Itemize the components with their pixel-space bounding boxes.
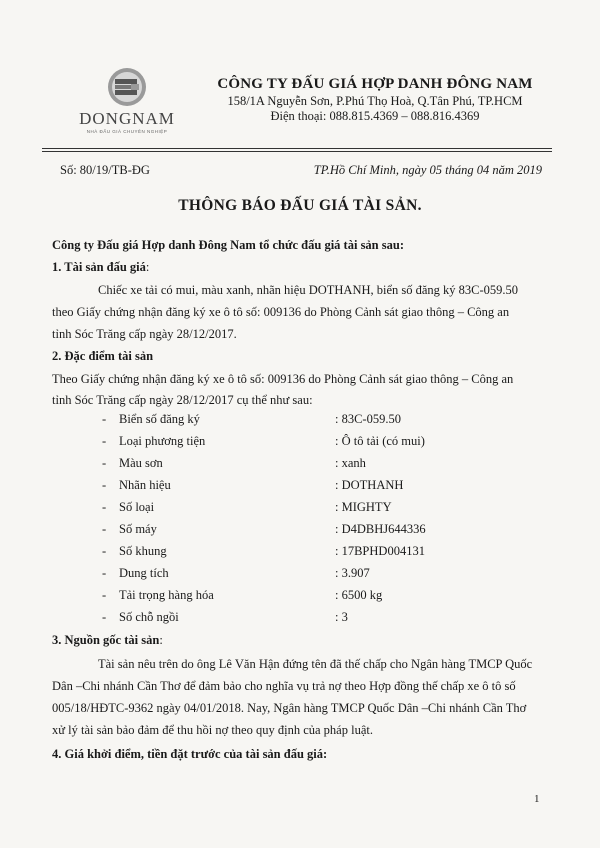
section4-heading: 4. Giá khởi điểm, tiền đặt trước của tài sản đấu giá: bbox=[52, 747, 328, 761]
spec-value: : DOTHANH bbox=[335, 478, 404, 492]
spec-value: : 3.907 bbox=[335, 566, 370, 580]
section2-line-2: tỉnh Sóc Trăng cấp ngày 28/12/2017 cụ thể như sau: bbox=[52, 393, 313, 407]
spec-dash: - bbox=[102, 544, 107, 558]
section1-line-2: theo Giấy chứng nhận đăng ký xe ô tô số: 009136 do Phòng Cảnh sát giao thông – Công an bbox=[52, 305, 510, 319]
section2-line-1: Theo Giấy chứng nhận đăng ký xe ô tô số: 009136 do Phòng Cảnh sát giao thông – Công an bbox=[52, 372, 514, 386]
spec-dash: - bbox=[102, 522, 107, 536]
document-number: Số: 80/19/TB-ĐG bbox=[60, 163, 150, 177]
spec-value: : 6500 kg bbox=[335, 588, 383, 602]
section1-line-3: tỉnh Sóc Trăng cấp ngày 28/12/2017. bbox=[52, 327, 237, 341]
section3-line-1: Tài sản nêu trên do ông Lê Văn Hận đứng tên đã thế chấp cho Ngân hàng TMCP Quốc bbox=[98, 657, 533, 671]
company-header bbox=[210, 76, 540, 124]
spec-label: Số loại bbox=[119, 500, 155, 514]
header-divider bbox=[42, 148, 552, 149]
spec-label: Biển số đăng ký bbox=[119, 412, 200, 426]
company-logo bbox=[72, 66, 182, 146]
spec-label: Số khung bbox=[119, 544, 167, 558]
spec-value: : MIGHTY bbox=[335, 500, 392, 514]
spec-dash: - bbox=[102, 434, 107, 448]
section3-line-2: Dân –Chi nhánh Cần Thơ để đảm bảo cho nghĩa vụ trả nợ theo Hợp đồng thế chấp xe ô tô số bbox=[52, 679, 516, 693]
spec-value: : 3 bbox=[335, 610, 348, 624]
spec-dash: - bbox=[102, 500, 107, 514]
section2-heading: 2. Đặc điểm tài sản bbox=[52, 349, 154, 363]
spec-row bbox=[0, 434, 600, 454]
spec-dash: - bbox=[102, 456, 107, 470]
section3-heading bbox=[52, 630, 552, 651]
spec-row bbox=[0, 456, 600, 476]
spec-label: Số máy bbox=[119, 522, 157, 536]
section3-heading-colon: : bbox=[159, 633, 163, 647]
spec-row bbox=[0, 544, 600, 564]
company-phone: Điện thoại: 088.815.4369 – 088.816.4369 bbox=[270, 109, 480, 123]
spec-row bbox=[0, 478, 600, 498]
spec-value: : 83C-059.50 bbox=[335, 412, 401, 426]
spec-row bbox=[0, 610, 600, 630]
spec-label: Dung tích bbox=[119, 566, 169, 580]
spec-value: : D4DBHJ644336 bbox=[335, 522, 426, 536]
spec-dash: - bbox=[102, 566, 107, 580]
header-divider-thin bbox=[42, 151, 552, 152]
spec-row bbox=[0, 522, 600, 542]
logo-wordmark: DONGNAM bbox=[79, 109, 175, 128]
spec-dash: - bbox=[102, 478, 107, 492]
spec-dash: - bbox=[102, 412, 107, 426]
section3-heading-text: 3. Nguồn gốc tài sản bbox=[52, 633, 160, 647]
section1-heading-colon: : bbox=[145, 260, 150, 274]
company-name: CÔNG TY ĐẤU GIÁ HỢP DANH ĐÔNG NAM bbox=[217, 76, 533, 92]
document-title: THÔNG BÁO ĐẤU GIÁ TÀI SẢN. bbox=[178, 197, 422, 214]
dongnam-emblem-icon bbox=[101, 66, 153, 108]
section3-line-4: xử lý tài sản bảo đảm để thu hồi nợ theo quy định của pháp luật. bbox=[52, 723, 373, 737]
spec-row bbox=[0, 500, 600, 520]
page-number: 1 bbox=[534, 793, 540, 805]
spec-value: : xanh bbox=[335, 456, 366, 470]
spec-dash: - bbox=[102, 610, 107, 624]
spec-label: Số chỗ ngồi bbox=[119, 610, 179, 624]
spec-row bbox=[0, 588, 600, 608]
section1-heading bbox=[52, 257, 552, 278]
document-date: TP.Hồ Chí Minh, ngày 05 tháng 04 năm 2019 bbox=[313, 163, 542, 177]
company-address: 158/1A Nguyễn Sơn, P.Phú Thọ Hoà, Q.Tân Phú, TP.HCM bbox=[227, 94, 523, 108]
spec-value: : 17BPHD004131 bbox=[335, 544, 425, 558]
spec-label: Nhãn hiệu bbox=[119, 478, 171, 492]
spec-dash: - bbox=[102, 588, 107, 602]
spec-label: Màu sơn bbox=[119, 456, 163, 470]
section1-line-1: Chiếc xe tải có mui, màu xanh, nhãn hiệu DOTHANH, biển số đăng ký 83C-059.50 bbox=[98, 283, 519, 297]
section3-line-3: 005/18/HĐTC-9362 ngày 04/01/2018. Nay, Ngân hàng TMCP Quốc Dân –Chi nhánh Cần Thơ bbox=[52, 701, 527, 715]
spec-row bbox=[0, 412, 600, 432]
section1-heading-text: 1. Tài sản đấu giá bbox=[52, 260, 146, 274]
spec-row bbox=[0, 566, 600, 586]
spec-label: Tải trọng hàng hóa bbox=[119, 588, 214, 602]
intro-text: Công ty Đấu giá Hợp danh Đông Nam tổ chức đấu giá tài sản sau: bbox=[52, 238, 404, 252]
logo-tagline: NHÀ ĐẤU GIÁ CHUYÊN NGHIỆP bbox=[86, 129, 168, 134]
spec-value: : Ô tô tải (có mui) bbox=[335, 434, 425, 448]
spec-label: Loại phương tiện bbox=[119, 434, 206, 448]
